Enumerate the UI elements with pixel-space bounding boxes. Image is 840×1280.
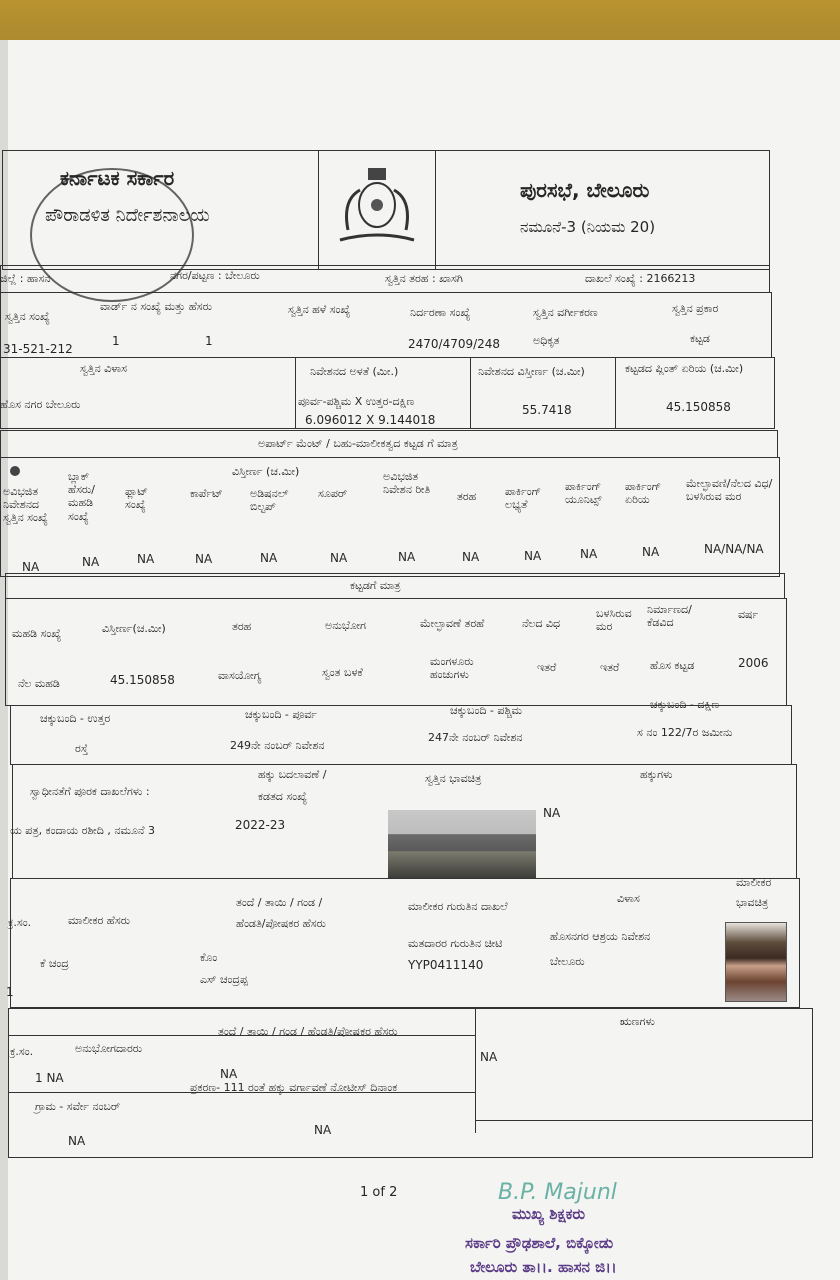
owner-relation-prefix: ಕೊಂ [200,951,218,964]
prop-no: 31-521-212 [3,342,73,356]
apt-v8: NA [462,550,480,564]
apt-v10: NA [580,547,598,561]
dims: 6.096012 X 9.144018 [305,413,436,427]
property-type: ಸ್ವತ್ತಿನ ತರಹ : ಖಾಸಗಿ [385,272,463,285]
plinth: 45.150858 [666,400,731,414]
bldg-h-floortype: ನೆಲದ ವಿಧ [522,617,561,630]
bldg-h-type: ತರಹ [232,620,252,633]
apt-h7: ಅವಿಭಜಿತ ನಿವೇಶನ ರೀತಿ [383,470,431,497]
state-emblem-icon [330,160,425,250]
apt-h3: ಫ್ಲಾಟ್ ಸಂಖ್ಯೆ [125,485,149,512]
address: ಹೊಸ ನಗರ ಬೇಲೂರು [0,398,81,411]
owner-relation-label-1: ತಂದೆ / ತಾಯಿ / ಗಂಡ / [236,896,323,909]
survey-label: ಗ್ರಾಮ - ಸರ್ವೇ ನಂಬರ್ [35,1100,121,1113]
owner-name-label: ಮಾಲೀಕರ ಹೆಸರು [68,914,131,927]
west-label: ಚಕ್ಕುಬಂದಿ - ಪಶ್ಚಿಮ [450,704,523,717]
apt-v6: NA [330,551,348,565]
owner-relation-label-2: ಹೆಂಡತಿ/ಪೋಷಕರ ಹೆಸರು [236,917,326,930]
occ-relation-label: ತಂದೆ / ತಾಯಿ / ಗಂಡ / ಹೆಂಡತಿ/ಪೋಷಕರ ಹೆಸರು [218,1025,398,1038]
south-label: ಚಕ್ಕುಬಂದಿ - ದಕ್ಷಿಣ [650,698,720,711]
bldg-area: 45.150858 [110,673,175,687]
stamp-line-1: ಮುಖ್ಯ ಶಿಕ್ಷಕರು [512,1205,586,1223]
punch-hole [10,466,20,476]
apt-v4: NA [195,552,213,566]
photo-label: ಸ್ವತ್ತಿನ ಭಾವಚಿತ್ರ [425,772,482,785]
apt-v3: NA [137,552,155,566]
photo-na: NA [543,806,561,820]
east-label: ಚಕ್ಕುಬಂದಿ - ಪೂರ್ವ [245,708,318,721]
apt-v2: NA [82,555,100,569]
bldg-h-built: ನಿರ್ಮಾಣದ/ ಕೆಡವಿದ [647,603,692,630]
apt-h11: ಪಾರ್ಕಿಂಗ್ ಏರಿಯ [625,480,662,507]
transfer: 2022-23 [235,818,286,832]
bldg-roof: ಮಂಗಳೂರು ಹಂಚುಗಳು [430,655,474,682]
debts-label: ಋಣಗಳು [620,1015,655,1028]
page-number: 1 of 2 [360,1185,398,1200]
south: ಸ ನಂ 122/7ರ ಜಮೀನು [637,726,733,739]
building-title: ಕಟ್ಟಡಗೆ ಮಾತ್ರ [350,579,401,592]
docs-label: ಸ್ವಾಧೀನತೆಗೆ ಪೂರಕ ದಾಖಲೆಗಳು : [30,785,150,798]
occ-name-label: ಅನುಭೋಗದಾರರು [75,1042,143,1055]
survey: NA [68,1134,86,1148]
notice-label: ಪ್ರಕರಣ- 111 ರಂತೆ ಹಕ್ಕು ವರ್ಗಾವಣೆ ನೋಟೀಸ್ ದಿನಾಂಕ [190,1081,398,1094]
owner-photo [725,922,787,1002]
occ-row: 1 NA [35,1071,64,1085]
docs: ಯ ಪತ್ರ, ಕಂದಾಯ ರಶೀದಿ , ನಮೂನೆ 3 [10,824,155,837]
plinth-label: ಕಟ್ಟಡದ ಪ್ಲಿಂತ್ ಏರಿಯ (ಚ.ಮೀ) [625,362,744,375]
bldg-h-wood: ಬಳಸಿರುವ ಮರ [596,607,632,634]
transfer-label-1: ಹಕ್ಕು ಬದಲಾವಣೆ / [258,768,327,781]
bldg-h-usage: ಅನುಭೋಗ [325,619,366,632]
old-no: 1 [205,334,213,348]
classification: ಅಧಿಕೃತ [533,334,560,347]
bldg-h-year: ವರ್ಷ [738,608,759,621]
bldg-h-area: ವಿಸ್ತೀರ್ಣ(ಚ.ಮೀ) [102,622,166,635]
bldg-floor: ನೆಲ ಮಹಡಿ [18,677,60,690]
district: ಜಿಲ್ಲೆ : ಹಾಸನ [0,272,51,285]
bldg-wood: ಇತರೆ [600,661,620,674]
apt-v5: NA [260,551,278,565]
bldg-h-floor: ಮಹಡಿ ಸಂಖ್ಯೆ [12,627,62,640]
transfer-label-2: ಕಡತದ ಸಂಖ್ಯೆ [258,790,308,803]
apt-h5: ಅಡಿಷನಲ್ ಬಿಲ್ಟಪ್ [250,487,289,514]
owner-photo-label-2: ಭಾವಚಿತ್ರ [736,896,769,909]
classification-label: ಸ್ವತ್ತಿನ ವರ್ಗೀಕರಣ [533,306,598,319]
bldg-floortype: ಇತರೆ [537,661,557,674]
bldg-h-roof: ಮೇಲ್ಛಾವಣೆ ತರಹೆ [420,617,485,630]
assess-no-label: ನಿರ್ದರಣಾ ಸಂಖ್ಯೆ [410,306,471,319]
apt-v11: NA [642,545,660,559]
apt-h2: ಬ್ಲಾಕ್ ಹೆಸರು/ ಮಹಡಿ ಸಂಖ್ಯೆ [68,470,95,523]
stamp-line-2: ಸರ್ಕಾರಿ ಪ್ರೌಢಶಾಲೆ, ಬಿಕ್ಕೋಡು [465,1234,614,1252]
east: 249ನೇ ನಂಬರ್ ನಿವೇಶನ [230,739,325,752]
apt-h6: ಸೂಪರ್ [318,487,348,500]
apt-h9: ಪಾರ್ಕಿಂಗ್ ಲಭ್ಯತೆ [505,485,542,512]
owner-addr-1: ಹೊಸನಗರ ಆಶ್ರಯ ನಿವೇಶನ [550,930,651,943]
dims-label: ನಿವೇಶನದ ಅಳತೆ (ಮೀ.) [310,365,399,378]
rights-label: ಹಕ್ಕುಗಳು [640,768,673,781]
bldg-usage: ಸ್ವಂತ ಬಳಕೆ [322,666,363,679]
north: ರಸ್ತೆ [75,742,89,755]
debts: NA [480,1050,498,1064]
owner-sl-label: ಕ್ರ.ಸಂ. [8,916,32,929]
owner-relation: ಎಸ್ ಚಂದ್ರಪ್ಪ [200,973,248,986]
apt-h1: ಅವಿಭಜಿತ ನಿವೇಶನದ ಸ್ವತ್ತಿನ ಸಂಖ್ಯೆ [3,485,48,525]
bldg-type: ವಾಸಯೋಗ್ಯ [218,669,262,682]
apt-v1: NA [22,560,40,574]
property-photo [388,810,536,878]
signature: B.P. Majunl [498,1180,617,1205]
occ-sl-label: ಕ್ರ.ಸಂ. [10,1045,34,1058]
ward: 1 [112,334,120,348]
west: 247ನೇ ನಂಬರ್ ನಿವೇಶನ [428,731,523,744]
owner-sl: 1 [6,985,14,999]
occ-relation: NA [220,1067,238,1081]
apartment-title: ಅಪಾರ್ಟ್ ಮೆಂಟ್ / ಬಹು-ಮಾಲೀಕತ್ವದ ಕಟ್ಟಡ ಗೆ ಮಾತ್ರ [258,437,458,450]
apt-h8: ತರಹ [457,490,477,503]
assess-no: 2470/4709/248 [408,337,501,351]
form-number: ನಮೂನೆ-3 (ನಿಯಮ 20) [520,218,656,236]
old-no-label: ಸ್ವತ್ತಿನ ಹಳೆ ಸಂಖ್ಯೆ [288,303,351,316]
owner-id-label: ಮಾಲೀಕರ ಗುರುತಿನ ದಾಖಲೆ [408,900,508,913]
apt-h10: ಪಾರ್ಕಿಂಗ್ ಯೂನಿಟ್ಸ್ [565,480,602,507]
dims-direction: ಪೂರ್ವ-ಪಶ್ಚಿಮ X ಉತ್ತರ-ದಕ್ಷಿಣ [298,395,415,408]
stamp-line-3: ಬೇಲೂರು ತಾ।।. ಹಾಸನ ಜಿ।। [470,1258,617,1276]
prop-no-label: ಸ್ವತ್ತಿನ ಸಂಖ್ಯೆ [5,310,50,323]
north-label: ಚಕ್ಕುಬಂದಿ - ಉತ್ತರ [40,712,111,725]
owner-addr-label: ವಿಳಾಸ [617,892,640,905]
gov-title: ಕರ್ನಾಟಕ ಸರ್ಕಾರ [60,166,175,190]
apt-area-label: ವಿಸ್ತೀರ್ಣ (ಚ.ಮೀ) [232,465,300,478]
notice: NA [314,1123,332,1137]
ward-label: ವಾರ್ಡ್ ನ ಸಂಖ್ಯೆ ಮತ್ತು ಹೆಸರು [100,300,212,313]
apt-h4: ಕಾರ್ಪೆಟ್ [190,487,223,500]
bldg-built: ಹೊಸ ಕಟ್ಟಡ [650,659,695,672]
apt-v12: NA/NA/NA [704,542,764,556]
city: ನಗರ/ಪಟ್ಟಣ : ಬೇಲೂರು [170,269,260,282]
dept-name: ಪೌರಾಡಳಿತ ನಿರ್ದೇಶನಾಲಯ [45,205,210,226]
owner-id-type: ಮತದಾರರ ಗುರುತಿನ ಚೀಟಿ [408,937,503,950]
prop-kind: ಕಟ್ಟಡ [690,332,710,345]
entry-number: ದಾಖಲೆ ಸಂಖ್ಯೆ : 2166213 [585,272,696,285]
site-area-label: ನಿವೇಶನದ ವಿಸ್ತೀರ್ಣ (ಚ.ಮೀ) [478,365,585,378]
address-label: ಸ್ವತ್ತಿನ ವಿಳಾಸ [80,362,127,375]
owner-name: ಕೆ ಚಂದ್ರ [40,957,69,970]
owner-photo-label-1: ಮಾಲೀಕರ [736,876,772,889]
owner-addr-2: ಬೇಲೂರು [550,955,585,968]
prop-kind-label: ಸ್ವತ್ತಿನ ಪ್ರಕಾರ [672,302,719,315]
municipality-name: ಪುರಸಭೆ, ಬೇಲೂರು [520,178,650,202]
apt-v9: NA [524,549,542,563]
site-area: 55.7418 [522,403,572,417]
apt-h12: ಮೇಲ್ಛಾವಣಿ/ನೆಲದ ವಿಧ/ಬಳಸಿರುವ ಮರ [686,477,773,504]
bldg-year: 2006 [738,656,769,670]
owner-id: YYP0411140 [408,958,484,972]
apt-v7: NA [398,550,416,564]
